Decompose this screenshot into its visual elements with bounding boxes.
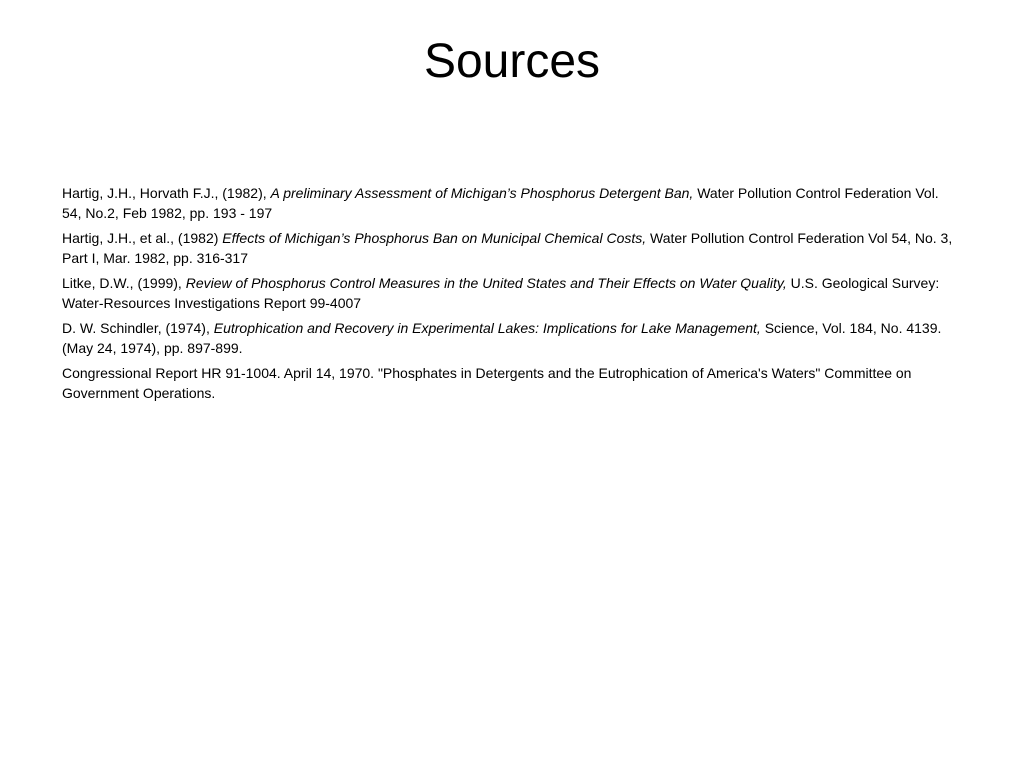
sources-list [62, 183, 962, 408]
source-publication-details: Water Pollution Control Federation Vol. 54, No.2, Feb 1982, pp. 193 - 197 [62, 185, 939, 221]
source-citation-lead: D. W. Schindler, (1974), [62, 320, 214, 336]
slide-title: Sources [423, 35, 601, 88]
source-work-title: Review of Phosphorus Control Measures in the United States and Their Effects on Water Quality, [185, 275, 787, 291]
source-item-2 [62, 228, 962, 268]
source-item-4 [62, 318, 962, 358]
source-item-3 [62, 273, 962, 313]
source-item-5 [62, 363, 962, 403]
source-citation-lead: Litke, D.W., (1999), [62, 275, 186, 291]
source-publication-details: U.S. Geological Survey: Water-Resources Investigations Report 99-4007 [62, 275, 940, 311]
source-citation-lead: Hartig, J.H., Horvath F.J., (1982), [62, 185, 271, 201]
source-publication-details: Water Pollution Control Federation Vol 54, No. 3, Part I, Mar. 1982, pp. 316-317 [62, 230, 953, 266]
source-work-title: A preliminary Assessment of Michigan’s Phosphorus Detergent Ban, [270, 185, 694, 201]
source-publication-details: Science, Vol. 184, No. 4139. (May 24, 1974), pp. 897-899. [62, 320, 942, 356]
source-work-title: Effects of Michigan’s Phosphorus Ban on Municipal Chemical Costs, [222, 230, 647, 246]
source-citation-lead: Hartig, J.H., et al., (1982) [62, 230, 223, 246]
source-item-1 [62, 183, 962, 223]
source-work-title: Eutrophication and Recovery in Experimental Lakes: Implications for Lake Management, [213, 320, 761, 336]
source-citation-lead: Congressional Report HR 91-1004. April 14, 1970. "Phosphates in Detergents and the Eutrophication of America's Waters" Committee on Government Operations. [62, 365, 912, 401]
